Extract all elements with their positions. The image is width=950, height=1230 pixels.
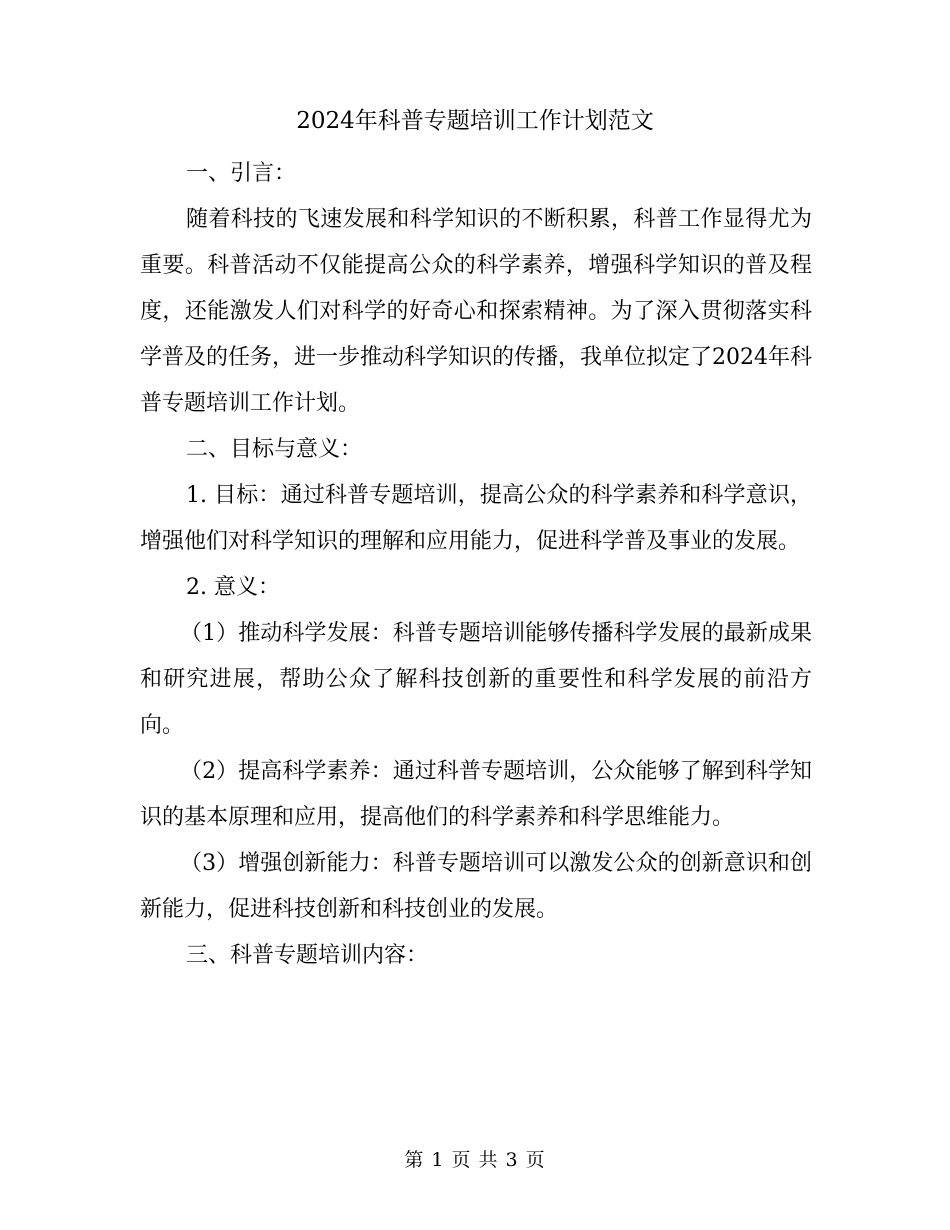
paragraph-significance-2: （2）提高科学素养：通过科普专题培训，公众能够了解到科学知识的基本原理和应用，提高他们的科学素养和科学思维能力。 xyxy=(140,759,812,830)
section-heading-goals: 二、目标与意义： xyxy=(186,437,363,462)
paragraph-significance-1: （1）推动科学发展：科普专题培训能够传播科学发展的最新成果和研究进展，帮助公众了解科技创新的重要性和科学发展的前沿方向。 xyxy=(140,621,812,738)
paragraph-goal: 1. 目标：通过科普专题培训，提高公众的科学素养和科学意识，增强他们对科学知识的理解和应用能力，促进科学普及事业的发展。 xyxy=(140,483,812,554)
paragraph-significance-3: （3）增强创新能力：科普专题培训可以激发公众的创新意识和创新能力，促进科技创新和科技创业的发展。 xyxy=(140,851,812,922)
document-title: 2024年科普专题培训工作计划范文 xyxy=(296,108,654,134)
document-body xyxy=(140,151,812,979)
section-heading-content: 三、科普专题培训内容： xyxy=(186,943,429,968)
page-number-footer: 第 1 页 共 3 页 xyxy=(404,1149,546,1171)
section-heading-introduction: 一、引言： xyxy=(186,161,297,186)
paragraph-introduction: 随着科技的飞速发展和科学知识的不断积累，科普工作显得尤为重要。科普活动不仅能提高公众的科学素养，增强科学知识的普及程度，还能激发人们对科学的好奇心和探索精神。为了深入贯彻落实科学普及的任务，进一步推动科学知识的传播，我单位拟定了2024年科普专题培训工作计划。 xyxy=(140,207,812,416)
subheading-significance: 2. 意义： xyxy=(186,575,280,600)
